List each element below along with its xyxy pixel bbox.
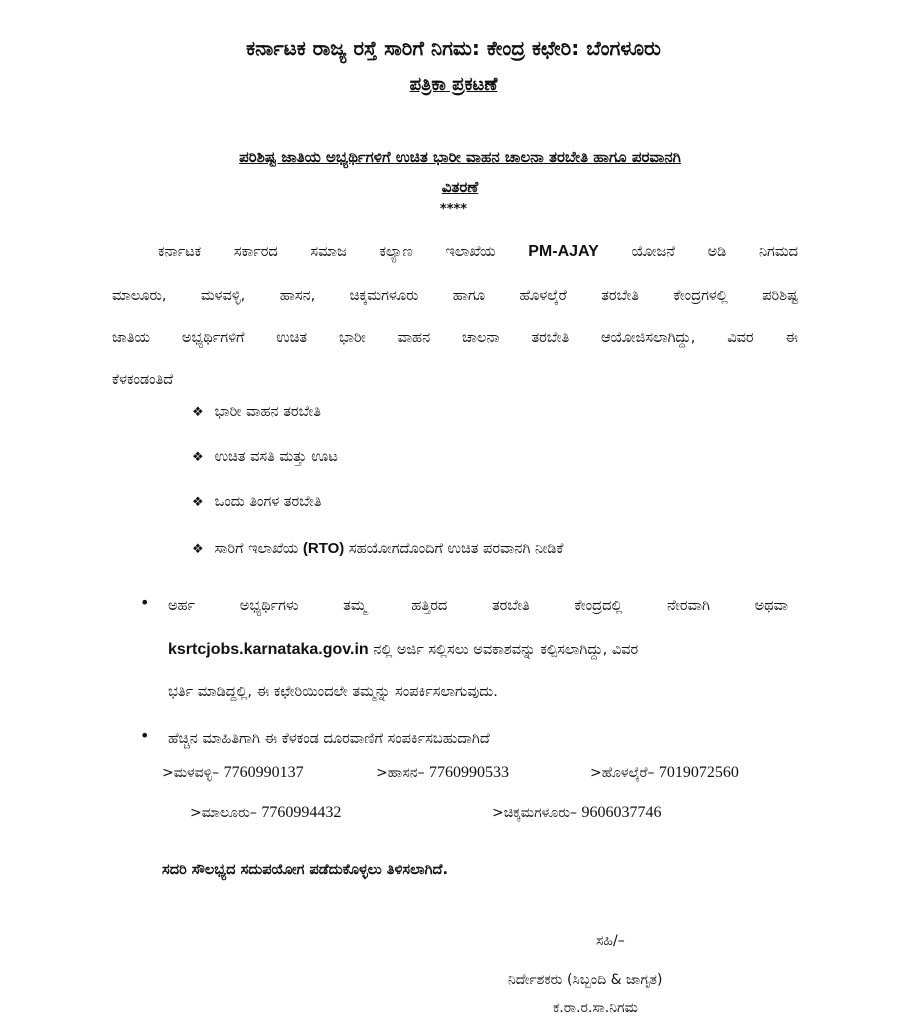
phone-number: 7019072560 xyxy=(658,764,739,781)
scheme-name: PM-AJAY xyxy=(528,243,599,260)
feature-text: ಉಚಿತ ವಸತಿ ಮತ್ತು ಊಟ xyxy=(214,449,338,465)
diamond-bullet-icon: ❖ xyxy=(192,405,204,420)
contact-label: >ಚಿಕ್ಕಮಗಳೂರು– xyxy=(492,805,578,821)
intro-line-3: ಜಾತಿಯ ಅಭ್ಯರ್ಥಿಗಳಿಗೆ ಉಚಿತ ಭಾರೀ ವಾಹನ ಚಾಲನಾ ತರಬೇತಿ ಆಯೋಜಿಸಲಾಗಿದ್ದು, ವಿವರ ಈ xyxy=(112,330,798,346)
signature-mark: ಸಹಿ/– xyxy=(596,933,625,949)
subject-line-1 xyxy=(100,142,820,172)
subject-text-1: ಪರಿಶಿಷ್ಟ ಜಾತಿಯ ಅಭ್ಯರ್ಥಿಗಳಿಗೆ ಉಚಿತ ಭಾರೀ ವಾಹನ ಚಾಲನಾ ತರಬೇತಿ ಹಾಗೂ ಪರವಾನಗಿ xyxy=(239,148,681,166)
rto-label: (RTO) xyxy=(302,540,345,557)
contact-label: >ಹೊಳಲ್ಕೆರೆ– xyxy=(590,765,655,781)
diamond-bullet-icon: ❖ xyxy=(192,495,204,510)
phone-number: 9606037746 xyxy=(581,804,662,821)
bullet-dot-icon: • xyxy=(140,593,150,612)
feature-text: ಒಂದು ತಿಂಗಳ ತರಬೇತಿ xyxy=(214,494,322,510)
diamond-bullet-icon: ❖ xyxy=(192,542,204,557)
bullet-1-line-2-text: ನಲ್ಲಿ ಅರ್ಜಿ ಸಲ್ಲಿಸಲು ಅವಕಾಶವನ್ನು ಕಲ್ಪಿಸಲಾಗಿದ್ದು, ವಿವರ xyxy=(373,642,639,658)
contact-label: >ಮಳವಳ್ಳಿ– xyxy=(162,765,220,781)
website-link[interactable]: ksrtcjobs.karnataka.gov.in xyxy=(168,641,369,658)
contact-malur xyxy=(190,804,341,822)
bullet-1-line-1: ಅರ್ಹ ಅಭ್ಯರ್ಥಿಗಳು ತಮ್ಮ ಹತ್ತಿರದ ತರಬೇತಿ ಕೇಂದ್ರದಲ್ಲಿ ನೇರವಾಗಿ ಅಥವಾ xyxy=(168,598,788,614)
contact-label: >ಹಾಸನ– xyxy=(376,765,425,781)
document-subtitle xyxy=(0,74,907,95)
contact-hassan xyxy=(376,764,509,782)
phone-number: 7760990533 xyxy=(429,764,510,781)
diamond-bullet-icon: ❖ xyxy=(192,450,204,465)
phone-number: 7760994432 xyxy=(261,804,342,821)
intro-line-2: ಮಾಲೂರು, ಮಳವಳ್ಳಿ, ಹಾಸನ, ಚಿಕ್ಕಮಗಳೂರು ಹಾಗೂ ಹೊಳಲ್ಕೆರೆ ತರಬೇತಿ ಕೇಂದ್ರಗಳಲ್ಲಿ ಪರಿಶಿಷ್ಟ xyxy=(112,288,798,304)
feature-text: ಸಾರಿಗೆ ಇಲಾಖೆಯ xyxy=(214,541,299,557)
contact-label: >ಮಾಲೂರು– xyxy=(190,805,257,821)
document-title: ಕರ್ನಾಟಕ ರಾಜ್ಯ ರಸ್ತೆ ಸಾರಿಗೆ ನಿಗಮ: ಕೇಂದ್ರ ಕಛೇರಿ: ಬೆಂಗಳೂರು xyxy=(246,36,661,60)
intro-pre-text: ಕರ್ನಾಟಕ ಸರ್ಕಾರದ ಸಮಾಜ ಕಲ್ಯಾಣ ಇಲಾಖೆಯ xyxy=(158,244,496,260)
bullet-2-line-1: ಹೆಚ್ಚಿನ ಮಾಹಿತಿಗಾಗಿ ಈ ಕೆಳಕಂಡ ದೂರವಾಣಿಗೆ ಸಂಪರ್ಕಿಸಬಹುದಾಗಿದೆ xyxy=(168,731,490,747)
intro-line-4: ಕೆಳಕಂಡಂತಿದೆ xyxy=(112,372,174,388)
signatory-designation: ನಿರ್ದೇಶಕರು (ಸಿಬ್ಬಂದಿ & ಜಾಗೃತ) xyxy=(508,972,663,988)
subject-text-2: ವಿತರಣೆ xyxy=(441,178,479,196)
feature-text: ಸಹಯೋಗದೊಂದಿಗೆ ಉಚಿತ ಪರವಾನಗಿ ನೀಡಿಕೆ xyxy=(348,541,564,557)
signatory-organization: ಕ.ರಾ.ರ.ಸಾ.ನಿಗಮ xyxy=(553,1000,638,1016)
contact-chikkamagaluru xyxy=(492,804,662,822)
feature-item xyxy=(192,540,564,557)
press-note-heading: ಪತ್ರಿಕಾ ಪ್ರಕಟಣೆ xyxy=(409,74,498,95)
phone-number: 7760990137 xyxy=(223,764,304,781)
intro-post-text: ಯೋಜನೆ ಅಡಿ ನಿಗಮದ xyxy=(631,244,799,260)
bullet-1-line-2 xyxy=(168,638,638,662)
feature-text: ಭಾರೀ ವಾಹನ ತರಬೇತಿ xyxy=(214,404,321,420)
feature-item xyxy=(192,404,321,420)
feature-item xyxy=(192,494,322,510)
feature-item xyxy=(192,449,338,465)
contact-malavalli xyxy=(162,764,304,782)
contact-holalkere xyxy=(590,764,739,782)
bullet-1-line-3: ಭರ್ತಿ ಮಾಡಿದ್ದಲ್ಲಿ, ಈ ಕಛೇರಿಯಿಂದಲೇ ತಮ್ಮನ್ನು ಸಂಪರ್ಕಿಸಲಾಗುವುದು. xyxy=(168,684,498,700)
intro-line-1 xyxy=(158,240,798,264)
closing-note: ಸದರಿ ಸೌಲಭ್ಯದ ಸದುಪಯೋಗ ಪಡೆದುಕೊಳ್ಳಲು ತಿಳಿಸಲಾಗಿದೆ. xyxy=(162,862,448,878)
bullet-dot-icon: • xyxy=(140,726,150,745)
subject-line-2 xyxy=(100,172,820,202)
separator-stars: **** xyxy=(439,202,468,217)
